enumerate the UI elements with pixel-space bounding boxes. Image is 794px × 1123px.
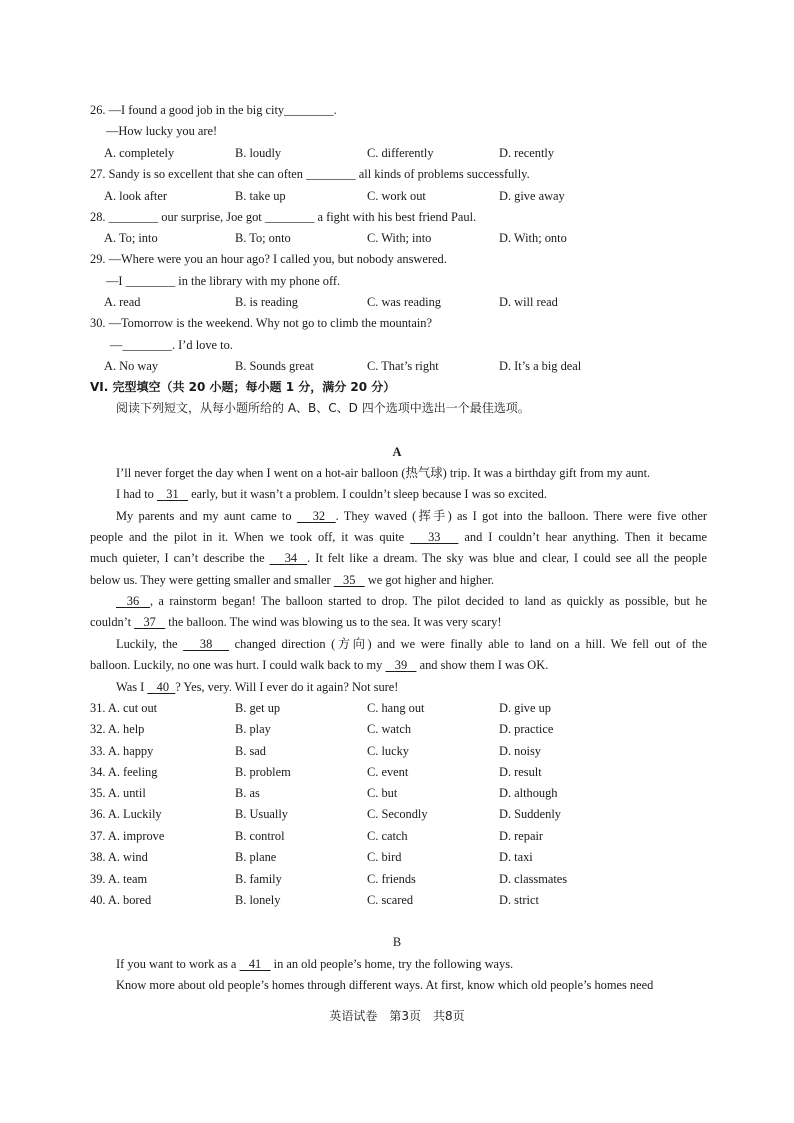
blank-34 [270, 551, 307, 565]
q29-reply: —I ________ in the library with my phone off. [106, 274, 341, 288]
choice-37-c: C. catch [367, 829, 408, 843]
blank-number: 41 [248, 957, 262, 971]
section-heading: VI. 完型填空（共 20 小题；每小题 1 分，满分 20 分） [90, 380, 396, 394]
q29-option-c: C. was reading [367, 295, 441, 309]
choice-32-c: C. watch [367, 722, 412, 736]
choice-31-c: C. hang out [367, 701, 425, 715]
choice-31-a: 31. A. cut out [90, 701, 158, 715]
choice-33-c: C. lucky [367, 744, 409, 758]
passage-a-label: A [392, 445, 402, 459]
text-segment: My parents and my aunt came to [116, 509, 292, 523]
choice-40-d: D. strict [499, 893, 539, 907]
q26-option-a: A. completely [104, 146, 175, 160]
passage-a-line-9 [90, 636, 707, 652]
choice-38-c: C. bird [367, 850, 402, 864]
choice-40-c: C. scared [367, 893, 414, 907]
choice-32-b: B. play [235, 722, 271, 736]
text-segment: Luckily, the [116, 637, 178, 651]
q27-option-d: D. give away [499, 189, 565, 203]
blank-37 [134, 615, 165, 629]
choice-31-d: D. give up [499, 701, 551, 715]
q26-option-b: B. loudly [235, 146, 282, 160]
blank-number: 31 [166, 487, 179, 501]
passage-a-line-4 [90, 529, 707, 545]
choice-34-a: 34. A. feeling [90, 765, 158, 779]
choice-39-c: C. friends [367, 872, 416, 886]
choice-32-a: 32. A. help [90, 722, 145, 736]
text-segment: people and the pilot in it. When we took off, it was quite [90, 530, 405, 544]
passage-a-line-6 [90, 572, 494, 588]
choice-39-d: D. classmates [499, 872, 568, 886]
text-segment: we got higher and higher. [367, 573, 495, 587]
choice-36-a: 36. A. Luckily [90, 807, 162, 821]
passage-b-label: B [392, 935, 402, 949]
blank-36 [116, 594, 150, 608]
blank-31 [157, 487, 188, 501]
q28-option-b: B. To; onto [235, 231, 291, 245]
choice-33-d: D. noisy [499, 744, 541, 758]
blank-number: 38 [199, 637, 213, 651]
text-segment: in an old people’s home, try the following ways. [273, 957, 514, 971]
text-segment: , a rainstorm began! The balloon started to drop. The pilot decided to land as quickly as possible, but he [149, 594, 708, 608]
text-segment: the balloon. The wind was blowing us to the sea. It was very scary! [168, 615, 502, 629]
passage-a-line-3 [90, 508, 707, 524]
text-segment: early, but it wasn’t a problem. I couldn’t sleep because I was so excited. [191, 487, 547, 501]
choice-33-a: 33. A. happy [90, 744, 154, 758]
text-segment: balloon. Luckily, no one was hurt. I could walk back to my [90, 658, 383, 672]
blank-number: 37 [143, 615, 156, 629]
choice-37-b: B. control [235, 829, 285, 843]
blank-number: 34 [284, 551, 298, 565]
blank-number: 39 [394, 658, 408, 672]
blank-number: 40 [156, 680, 170, 694]
blank-number: 32 [312, 509, 326, 523]
choice-35-a: 35. A. until [90, 786, 146, 800]
blank-33 [410, 530, 458, 544]
q29-option-b: B. is reading [235, 295, 298, 309]
q27-option-a: A. look after [104, 189, 167, 203]
q27-option-c: C. work out [367, 189, 426, 203]
choice-38-d: D. taxi [499, 850, 533, 864]
blank-32 [297, 509, 336, 523]
q26-option-c: C. differently [367, 146, 434, 160]
choice-39-b: B. family [235, 872, 282, 886]
blank-number: 36 [126, 594, 140, 608]
choice-36-c: C. Secondly [367, 807, 428, 821]
blank-40 [147, 680, 175, 694]
q29-stem: 29. —Where were you an hour ago? I called you, but nobody answered. [90, 252, 447, 266]
choice-37-d: D. repair [499, 829, 544, 843]
text-segment: below us. They were getting smaller and smaller [90, 573, 331, 587]
q30-option-c: C. That’s right [367, 359, 439, 373]
text-segment: . They waved (挥手) as I got into the balloon. There were five other [335, 509, 708, 523]
choice-32-d: D. practice [499, 722, 554, 736]
blank-number: 35 [343, 573, 356, 587]
q26-option-d: D. recently [499, 146, 555, 160]
section-instruction: 阅读下列短文，从每小题所给的 A、B、C、D 四个选项中选出一个最佳选项。 [116, 401, 530, 415]
text-segment: If you want to work as a [116, 957, 237, 971]
choice-34-c: C. event [367, 765, 409, 779]
page-footer: 英语试卷 第3页 共8页 [329, 1009, 465, 1023]
q30-option-d: D. It’s a big deal [499, 359, 582, 373]
q30-option-a: A. No way [104, 359, 159, 373]
choice-39-a: 39. A. team [90, 872, 148, 886]
q30-reply: —________. I’d love to. [110, 338, 233, 352]
passage-a-line-8 [90, 614, 502, 630]
text-segment: changed direction (方向) and we were finally able to land on a hill. We fell out of the [234, 637, 707, 651]
choice-31-b: B. get up [235, 701, 281, 715]
choice-33-b: B. sad [235, 744, 266, 758]
choice-36-b: B. Usually [235, 807, 289, 821]
passage-a-line-11 [116, 679, 398, 695]
passage-a-line-1: I’ll never forget the day when I went on a hot-air balloon (热气球) trip. It was a birthday gift from my aunt. [116, 466, 651, 480]
choice-38-a: 38. A. wind [90, 850, 148, 864]
q27-option-b: B. take up [235, 189, 286, 203]
q26-stem: 26. —I found a good job in the big city________. [90, 103, 337, 117]
text-segment: ? Yes, very. Will I ever do it again? Not sure! [175, 680, 399, 694]
passage-b-line-1 [116, 956, 513, 972]
q29-option-a: A. read [104, 295, 141, 309]
q27-stem: 27. Sandy is so excellent that she can often ________ all kinds of problems successfully. [90, 167, 530, 181]
text-segment: I had to [116, 487, 154, 501]
blank-39 [386, 658, 417, 672]
q28-stem: 28. ________ our surprise, Joe got ________ a fight with his best friend Paul. [90, 210, 477, 224]
q30-option-b: B. Sounds great [235, 359, 314, 373]
blank-35 [334, 573, 365, 587]
text-segment: Was I [116, 680, 145, 694]
text-segment: . It felt like a dream. The sky was blue and clear, I could see all the people [307, 551, 707, 565]
choice-35-b: B. as [235, 786, 260, 800]
passage-a-line-2 [116, 486, 547, 502]
text-segment: and I couldn’t hear anything. Then it became [464, 530, 708, 544]
q28-option-c: C. With; into [367, 231, 432, 245]
choice-35-d: D. although [499, 786, 558, 800]
text-segment: and show them I was OK. [419, 658, 549, 672]
choice-35-c: C. but [367, 786, 398, 800]
passage-a-line-7 [90, 593, 707, 609]
q28-option-d: D. With; onto [499, 231, 567, 245]
passage-a-line-10 [90, 657, 548, 673]
q29-option-d: D. will read [499, 295, 558, 309]
blank-number: 33 [428, 530, 441, 544]
choice-37-a: 37. A. improve [90, 829, 165, 843]
choice-38-b: B. plane [235, 850, 277, 864]
choice-40-a: 40. A. bored [90, 893, 152, 907]
blank-41 [240, 957, 271, 971]
choice-40-b: B. lonely [235, 893, 281, 907]
q26-reply: —How lucky you are! [106, 124, 218, 138]
passage-b-line-2: Know more about old people’s homes through different ways. At first, know which old people’s homes need [116, 978, 654, 992]
choice-36-d: D. Suddenly [499, 807, 561, 821]
text-segment: much quieter, I can’t describe the [90, 551, 265, 565]
passage-a-line-5 [90, 550, 707, 566]
choice-34-d: D. result [499, 765, 542, 779]
text-segment: couldn’t [90, 615, 132, 629]
q30-stem: 30. —Tomorrow is the weekend. Why not go to climb the mountain? [90, 316, 432, 330]
q28-option-a: A. To; into [104, 231, 158, 245]
blank-38 [183, 637, 229, 651]
choice-34-b: B. problem [235, 765, 291, 779]
